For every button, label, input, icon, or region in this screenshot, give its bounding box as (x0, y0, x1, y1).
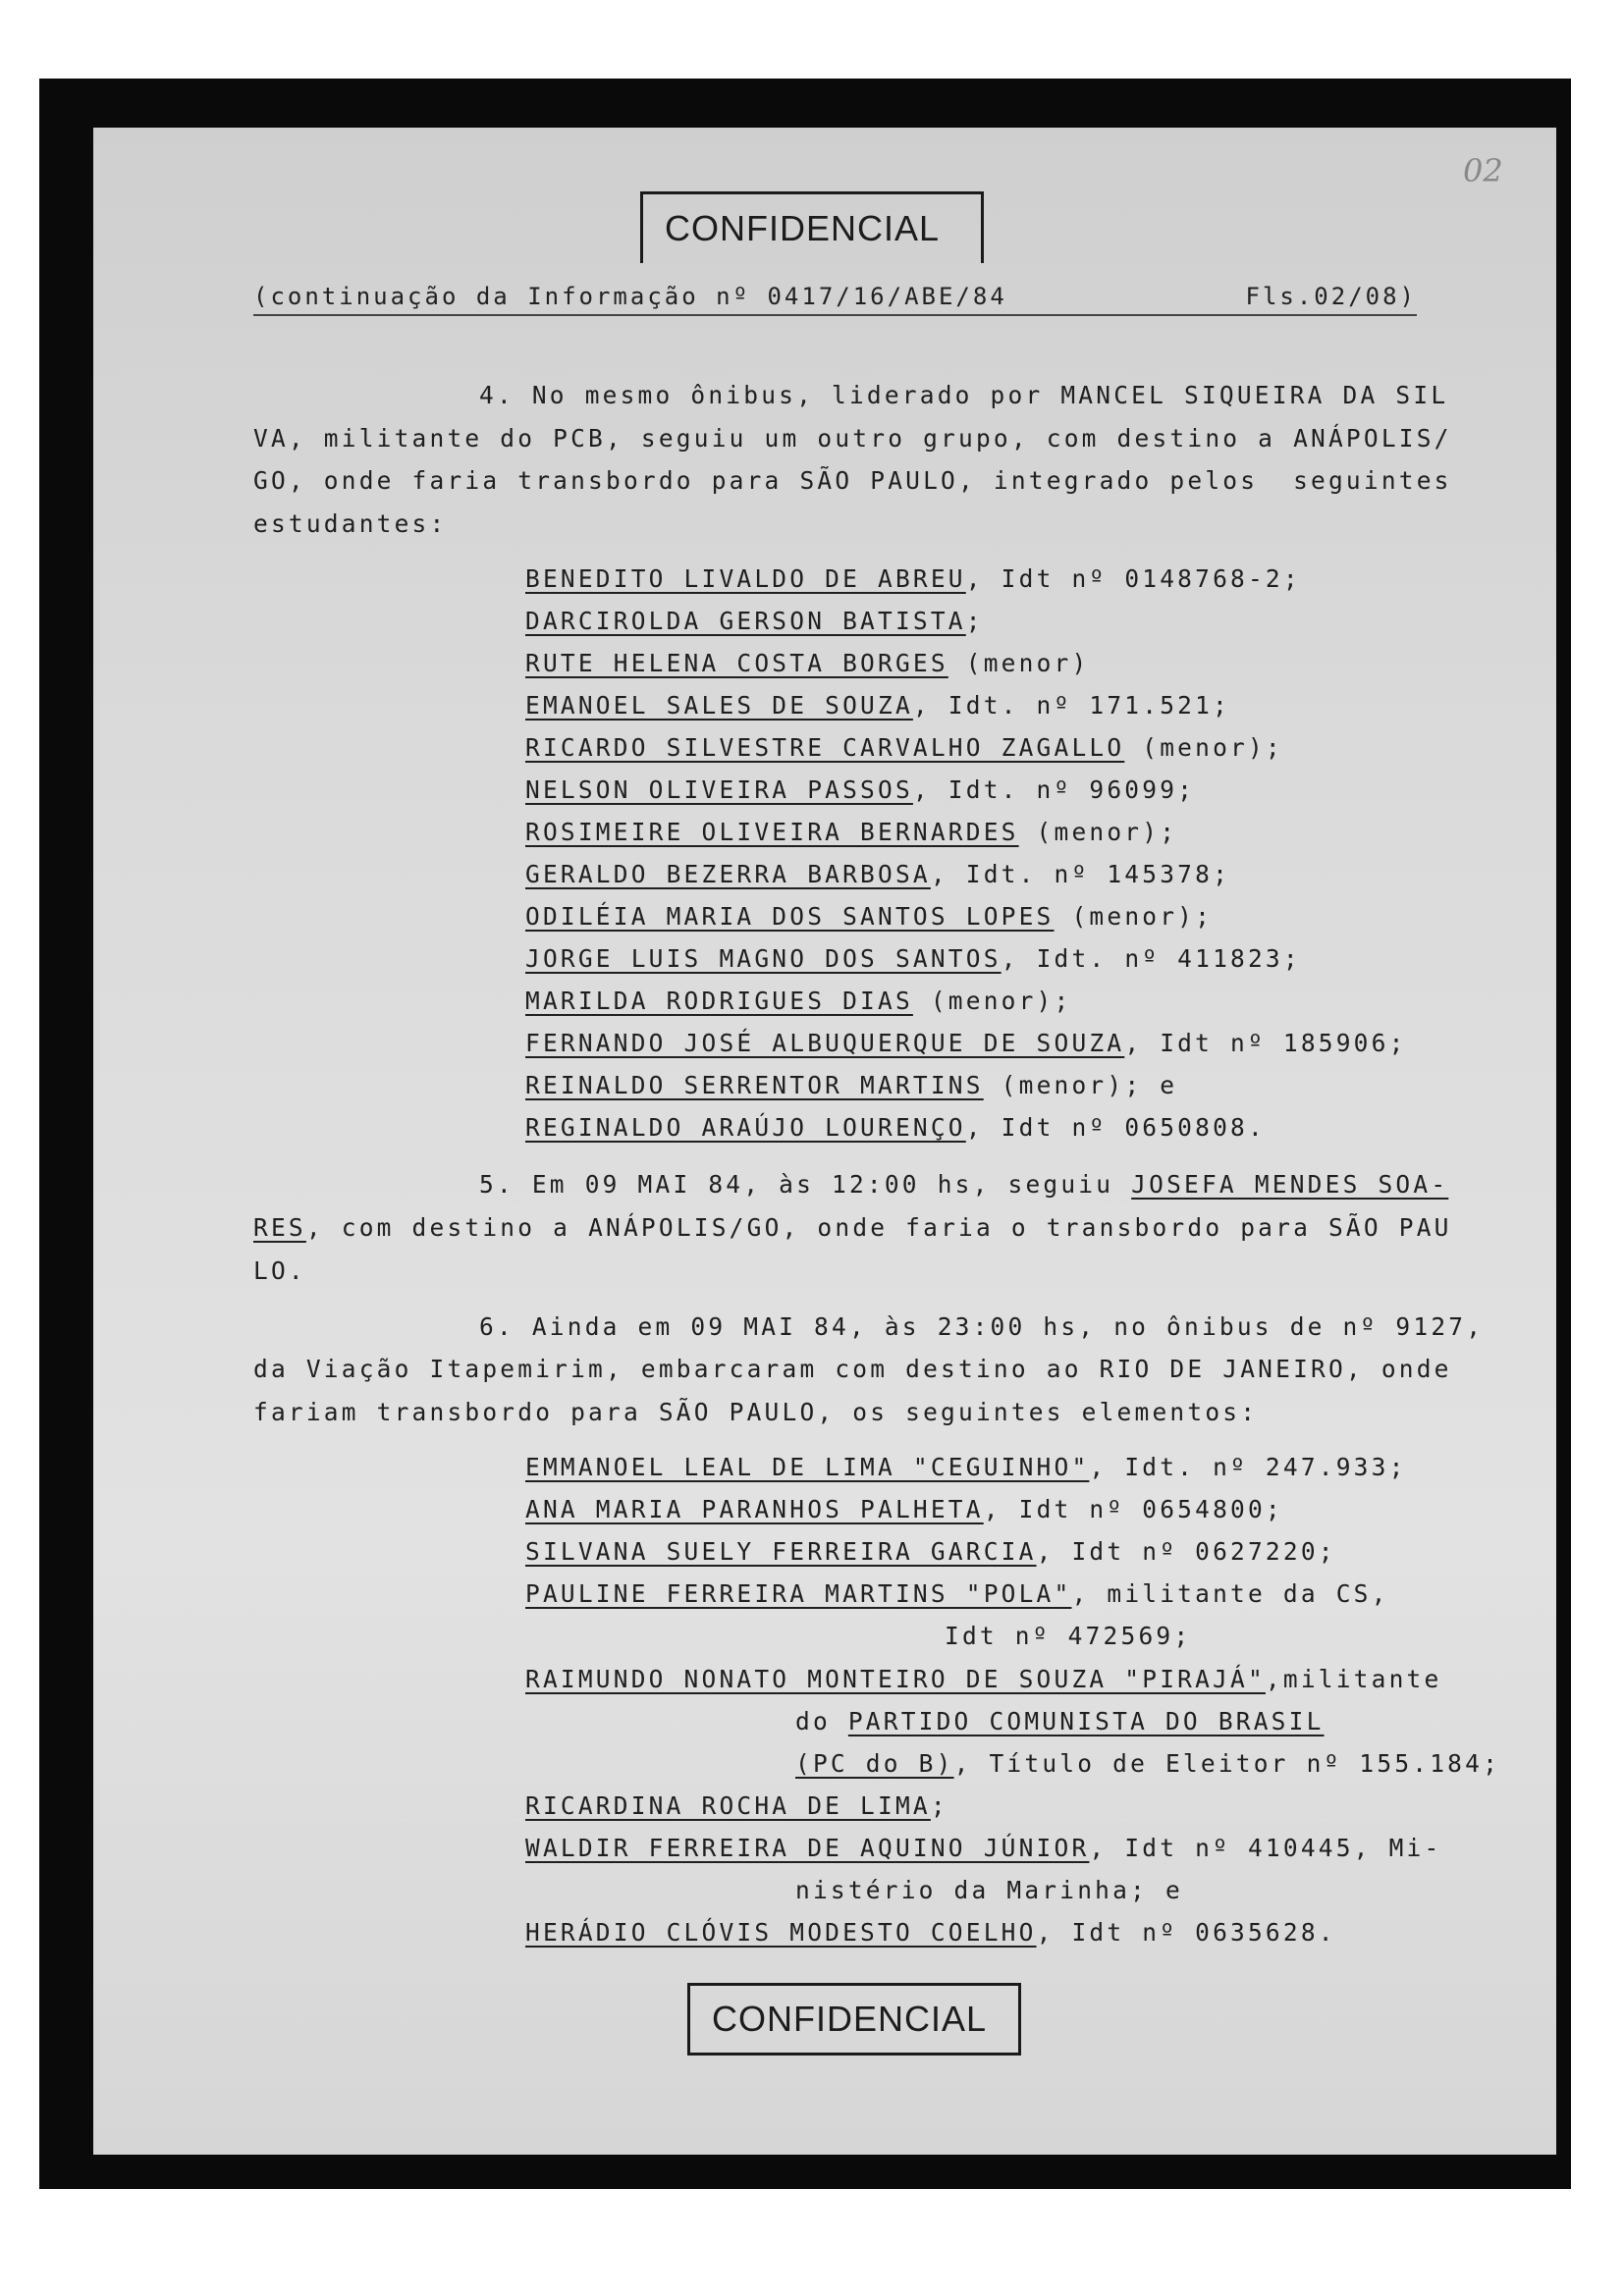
handwritten-page-number: 02 (1463, 152, 1503, 189)
list-item: RAIMUNDO NONATO MONTEIRO DE SOUZA "PIRAJÁ",militante (525, 1665, 1442, 1693)
list-item: EMANOEL SALES DE SOUZA, Idt. nº 171.521; (525, 691, 1231, 720)
list-item: NELSON OLIVEIRA PASSOS, Idt. nº 96099; (525, 775, 1196, 804)
list-item: BENEDITO LIVALDO DE ABREU, Idt nº 0148768-2; (525, 564, 1301, 593)
p4-line-3: GO, onde faria transbordo para SÃO PAULO, integrado pelos seguintes (253, 466, 1452, 495)
list-item: RUTE HELENA COSTA BORGES (menor) (525, 649, 1090, 677)
confidential-stamp-bottom: CONFIDENCIAL (687, 1983, 1021, 2056)
p6-line-2: da Viação Itapemirim, embarcaram com destino ao RIO DE JANEIRO, onde (253, 1355, 1452, 1383)
list-item: DARCIROLDA GERSON BATISTA; (525, 607, 984, 635)
list-item-continuation: nistério da Marinha; e (795, 1876, 1183, 1904)
list-item: GERALDO BEZERRA BARBOSA, Idt. nº 145378; (525, 860, 1231, 888)
p4-line-1: 4. No mesmo ônibus, liderado por MANCEL SIQUEIRA DA SIL (479, 381, 1449, 409)
p6-line-3: fariam transbordo para SÃO PAULO, os seguintes elementos: (253, 1398, 1259, 1426)
p6-line-1: 6. Ainda em 09 MAI 84, às 23:00 hs, no ônibus de nº 9127, (479, 1312, 1485, 1341)
list-item: ODILÉIA MARIA DOS SANTOS LOPES (menor); (525, 902, 1214, 931)
list-item: REINALDO SERRENTOR MARTINS (menor); e (525, 1071, 1178, 1099)
continuation-header (253, 283, 1417, 316)
list-item: WALDIR FERREIRA DE AQUINO JÚNIOR, Idt nº 410445, Mi- (525, 1834, 1442, 1862)
list-item-continuation: do PARTIDO COMUNISTA DO BRASIL (795, 1707, 1325, 1735)
list-item: ROSIMEIRE OLIVEIRA BERNARDES (menor); (525, 818, 1178, 846)
p4-line-4: estudantes: (253, 509, 448, 538)
list-item-continuation: Idt nº 472569; (945, 1622, 1192, 1650)
list-item: RICARDO SILVESTRE CARVALHO ZAGALLO (menor); (525, 733, 1283, 762)
list-item: SILVANA SUELY FERREIRA GARCIA, Idt nº 0627220; (525, 1537, 1336, 1566)
p5-line-2: RES, com destino a ANÁPOLIS/GO, onde faria o transbordo para SÃO PAU (253, 1213, 1452, 1242)
list-item: REGINALDO ARAÚJO LOURENÇO, Idt nº 0650808. (525, 1113, 1266, 1142)
p4-line-2: VA, militante do PCB, seguiu um outro grupo, com destino a ANÁPOLIS/ (253, 424, 1452, 453)
list-item-continuation: (PC do B), Título de Eleitor nº 155.184; (795, 1749, 1501, 1778)
list-item: RICARDINA ROCHA DE LIMA; (525, 1791, 948, 1820)
header-reference: (continuação da Informação nº 0417/16/ABE/84 (253, 283, 1007, 310)
header-folio: Fls.02/08) (1245, 283, 1417, 310)
list-item: MARILDA RODRIGUES DIAS (menor); (525, 987, 1072, 1015)
p5-line-3: LO. (253, 1256, 306, 1285)
list-item: FERNANDO JOSÉ ALBUQUERQUE DE SOUZA, Idt nº 185906; (525, 1029, 1407, 1057)
p5-line-1: 5. Em 09 MAI 84, às 12:00 hs, seguiu JOSEFA MENDES SOA- (479, 1170, 1449, 1199)
list-item: PAULINE FERREIRA MARTINS "POLA", militante da CS, (525, 1579, 1389, 1608)
confidential-stamp-top: CONFIDENCIAL (640, 191, 984, 263)
list-item: JORGE LUIS MAGNO DOS SANTOS, Idt. nº 411823; (525, 944, 1301, 973)
list-item: ANA MARIA PARANHOS PALHETA, Idt nº 0654800; (525, 1495, 1283, 1523)
list-item: HERÁDIO CLÓVIS MODESTO COELHO, Idt nº 0635628. (525, 1918, 1336, 1947)
list-item: EMMANOEL LEAL DE LIMA "CEGUINHO", Idt. nº 247.933; (525, 1453, 1407, 1481)
